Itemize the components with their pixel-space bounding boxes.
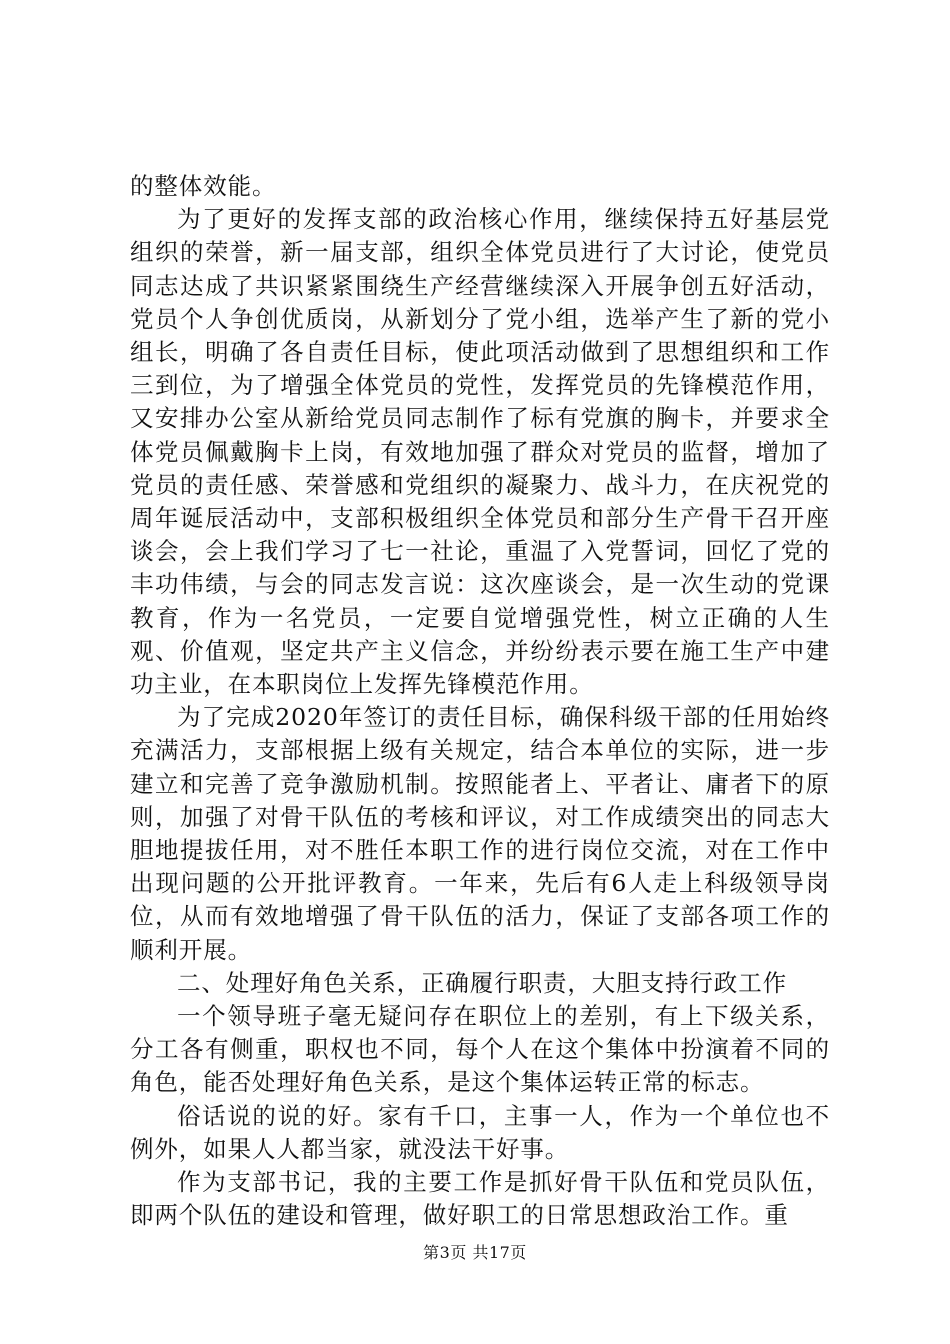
paragraph-4: 一个领导班子毫无疑问存在职位上的差别，有上下级关系，分工各有侧重，职权也不同，每个人在这个集体中扮演着不同的角色，能否处理好角色关系，是这个集体运转正常的标志。 <box>130 1002 830 1097</box>
section-heading: 二、处理好角色关系，正确履行职责，大胆支持行政工作 <box>177 968 787 997</box>
document-body <box>130 170 830 1233</box>
paragraph-2: 为了更好的发挥支部的政治核心作用，继续保持五好基层党组织的荣誉，新一届支部，组织全体党员进行了大讨论，使党员同志达成了共识紧紧围绕生产经营继续深入开展争创五好活动，党员个人争创优质岗，从新划分了党小组，选举产生了新的党小组长，明确了各自责任目标，使此项活动做到了思想组织和工作三到位，为了增强全体党员的党性，发挥党员的先锋模范作用，又安排办公室从新给党员同志制作了标有党旗的胸卡，并要求全体党员佩戴胸卡上岗，有效地加强了群众对党员的监督，增加了党员的责任感、荣誉感和党组织的凝聚力、战斗力，在庆祝党的周年诞辰活动中，支部积极组织全体党员和部分生产骨干召开座谈会，会上我们学习了七一社论，重温了入党誓词，回忆了党的丰功伟绩，与会的同志发言说：这次座谈会，是一次生动的党课教育，作为一名党员，一定要自觉增强党性，树立正确的人生观、价值观，坚定共产主义信念，并纷纷表示要在施工生产中建功主业，在本职岗位上发挥先锋模范作用。 <box>130 205 830 699</box>
paragraph-1: 的整体效能。 <box>130 172 277 200</box>
paragraph-5: 俗话说的说的好。家有千口，主事一人，作为一个单位也不例外，如果人人都当家，就没法干好事。 <box>130 1101 830 1163</box>
page-footer: 第3页 共17页 <box>423 1243 527 1262</box>
paragraph-6: 作为支部书记，我的主要工作是抓好骨干队伍和党员队伍，即两个队伍的建设和管理，做好职工的日常思想政治工作。重 <box>130 1168 830 1230</box>
paragraph-3: 为了完成2020年签订的责任目标，确保科级干部的任用始终充满活力，支部根据上级有关规定，结合本单位的实际，进一步建立和完善了竞争激励机制。按照能者上、平者让、庸者下的原则，加强了对骨干队伍的考核和评议，对工作成绩突出的同志大胆地提拔任用，对不胜任本职工作的进行岗位交流，对在工作中出现问题的公开批评教育。一年来，先后有6人走上科级领导岗位，从而有效地增强了骨干队伍的活力，保证了支部各项工作的顺利开展。 <box>130 703 830 964</box>
